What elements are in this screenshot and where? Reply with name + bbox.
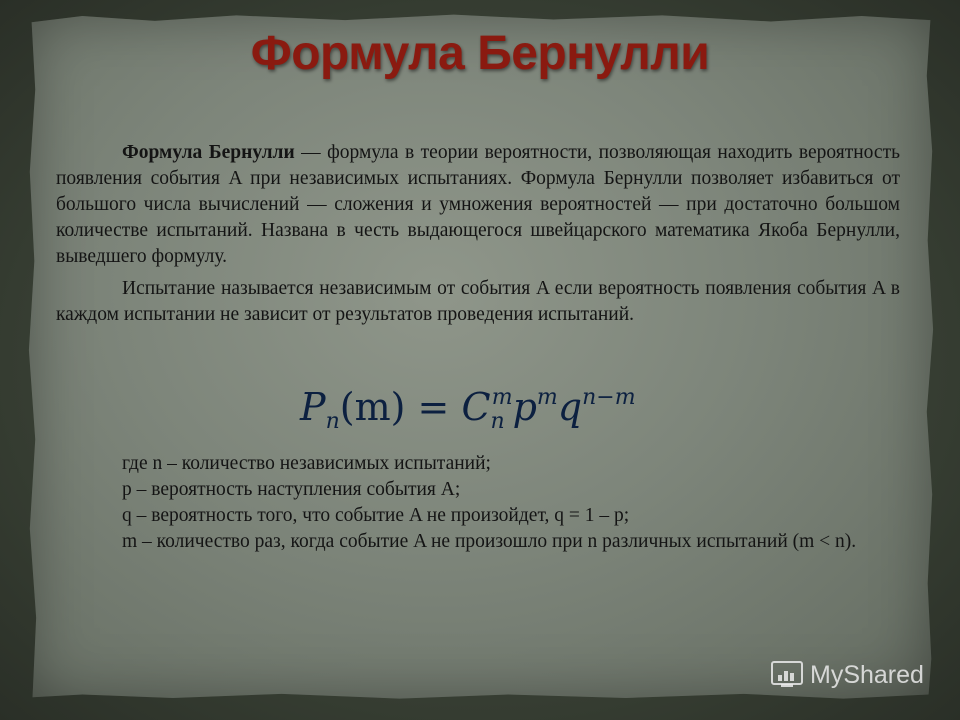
formula-p2: p (512, 385, 537, 429)
presentation-screen-icon (770, 660, 804, 690)
watermark-text: MyShared (810, 660, 924, 689)
variable-definitions (56, 451, 900, 555)
independence-paragraph: Испытание называется независимым от события A если вероятность появления события A в каждом испытании не зависит от результатов проведения испытаний. (56, 278, 900, 325)
slide-body (56, 140, 900, 334)
formula-p2-sup: m (536, 385, 558, 410)
slide-title: Формула Бернулли (250, 27, 710, 80)
def-m: m – количество раз, когда событие A не произошло при n различных испытаний (m < n). (122, 531, 857, 552)
def-n: где n – количество независимых испытаний; (122, 453, 491, 474)
watermark (770, 657, 924, 693)
definition-paragraph (56, 140, 900, 270)
def-p: p – вероятность наступления события A; (122, 479, 461, 500)
term-bold: Формула Бернулли (122, 142, 295, 163)
definition-text: — формула в теории вероятности, позволяющая находить вероятность появления события A при независимых испытаниях. Формула Бернулли позволяет избавиться от большого числа вычислений — сложения и умножения вероятностей — при достаточно большом количестве испытаний. Названа в честь выдающегося швейцарского математика Якоба Бернулли, выведшего формулу. (56, 142, 900, 267)
bernoulli-formula (300, 385, 660, 441)
formula-c-sub: n (490, 409, 505, 434)
formula-q-sup: n−m (582, 385, 636, 410)
formula-arg: (m) (339, 385, 406, 429)
formula-p: P (300, 385, 326, 429)
formula-eq: = (405, 385, 462, 429)
formula-c: C (461, 385, 491, 429)
parchment-panel (28, 14, 934, 700)
formula-c-sup: m (491, 385, 513, 410)
formula-q: q (557, 385, 583, 429)
formula-p-sub: n (325, 409, 340, 434)
def-q: q – вероятность того, что событие A не произойдет, q = 1 – p; (122, 505, 630, 526)
